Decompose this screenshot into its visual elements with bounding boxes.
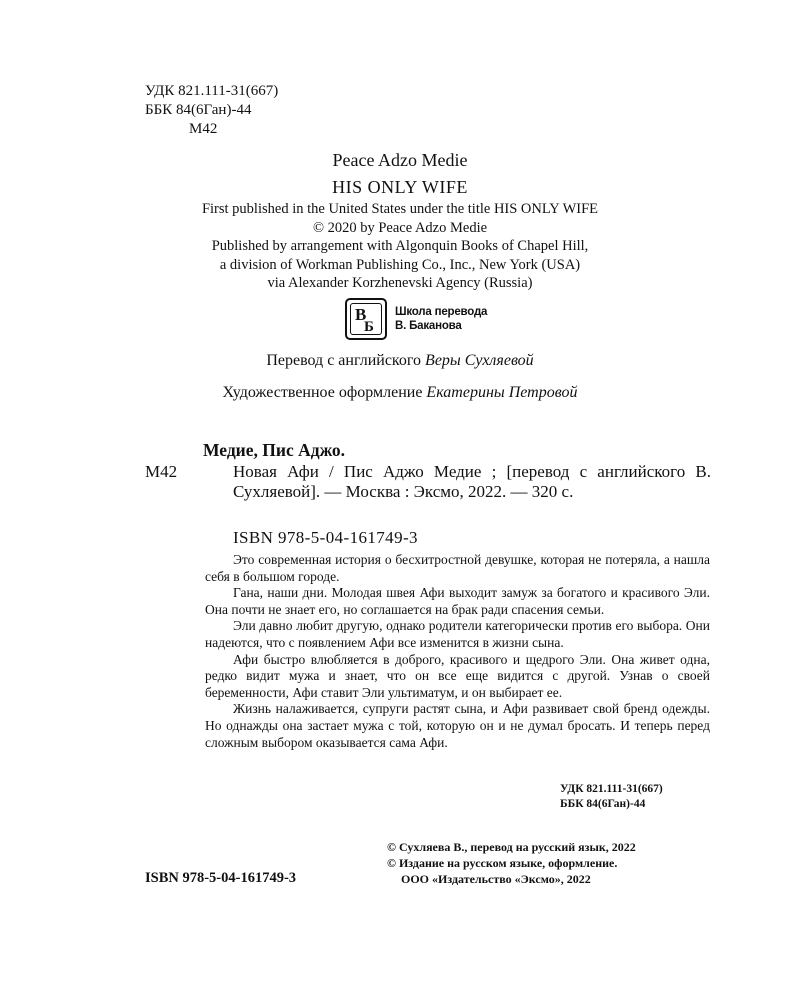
designer-name: Екатерины Петровой: [426, 384, 578, 401]
bib-author: Медие, Пис Аджо.: [203, 440, 345, 460]
annotation-paragraph: Гана, наши дни. Молодая швея Афи выходит замуж за богатого и красивого Эли. Она почти не знает его, но соглашается на брак ради спасения семьи.: [205, 585, 710, 617]
translation-prefix: Перевод с английского: [266, 352, 426, 369]
logo-emblem-icon: [345, 298, 387, 340]
udk-code: УДК 821.111-31(667): [145, 83, 279, 99]
svg-text:Б: Б: [364, 319, 374, 334]
original-title: HIS ONLY WIFE: [332, 177, 468, 197]
classification-codes: [145, 82, 278, 139]
design-credit: [0, 384, 800, 402]
annotation-udk: УДК 821.111-31(667): [560, 783, 663, 795]
publication-line: a division of Workman Publishing Co., Inc., New York (USA): [219, 256, 581, 273]
copyright-line: ООО «Издательство «Эксмо», 2022: [401, 872, 591, 886]
bib-isbn: ISBN 978-5-04-161749-3: [233, 528, 418, 547]
bib-description: Новая Афи / Пис Аджо Медие ; [перевод с английского В. Сухляевой]. — Москва : Эксмо, 2022. — 320 с.: [233, 462, 711, 501]
copyright-line: © Сухляева В., перевод на русский язык, 2022: [387, 840, 636, 854]
translation-school-logo: [345, 296, 487, 342]
annotation-codes: [560, 782, 663, 812]
publication-line: Published by arrangement with Algonquin Books of Chapel Hill,: [211, 238, 589, 254]
annotation-paragraph: Это современная история о бесхитростной девушке, которая не потеряла, а нашла себя в большом городе.: [205, 552, 710, 584]
logo-text: [395, 305, 487, 333]
annotation-paragraph: Афи быстро влюбляется в доброго, красивого и щедрого Эли. Она живет одна, редко видит мужа и знает, что он все еще видится с другой. Узнав о своей беременности, Афи ставит Эли ультиматум, и он выбирает ее.: [205, 651, 710, 700]
copyright-line: © Издание на русском языке, оформление.: [387, 856, 618, 870]
translator-name: Веры Сухляевой: [425, 352, 534, 369]
design-prefix: Художественное оформление: [222, 384, 427, 401]
annotation-bbk: ББК 84(6Ган)-44: [560, 798, 646, 810]
publication-info: [0, 200, 800, 293]
logo-line: Школа перевода: [395, 306, 488, 318]
publication-line: via Alexander Korzhenevski Agency (Russia): [267, 275, 533, 291]
annotation: [205, 552, 710, 751]
publication-line: © 2020 by Peace Adzo Medie: [312, 219, 488, 236]
svg-text:В: В: [355, 305, 367, 324]
bib-code: М42: [145, 462, 178, 481]
publication-line: First published in the United States under the title HIS ONLY WIFE: [201, 201, 599, 217]
logo-monogram-icon: [351, 304, 381, 334]
annotation-paragraph: Эли давно любит другую, однако родители категорически против его выбора. Они надеются, что с появлением Афи все изменится в жизни сына.: [205, 618, 710, 650]
annotation-paragraph: Жизнь налаживается, супруги растят сына, и Афи развивает свой бренд одежды. Но однажды она застает мужа с той, которую он и не думал бросать. И теперь перед сложным выбором оказывается сама Афи.: [205, 701, 710, 750]
logo-line: В. Баканова: [395, 320, 462, 332]
footer-isbn: ISBN 978-5-04-161749-3: [145, 870, 297, 886]
author-mark: М42: [189, 121, 218, 137]
original-author: Peace Adzo Medie: [332, 150, 468, 170]
translation-credit: [0, 352, 800, 370]
bbk-code: ББК 84(6Ган)-44: [145, 102, 252, 118]
copyright-block: [387, 839, 636, 887]
